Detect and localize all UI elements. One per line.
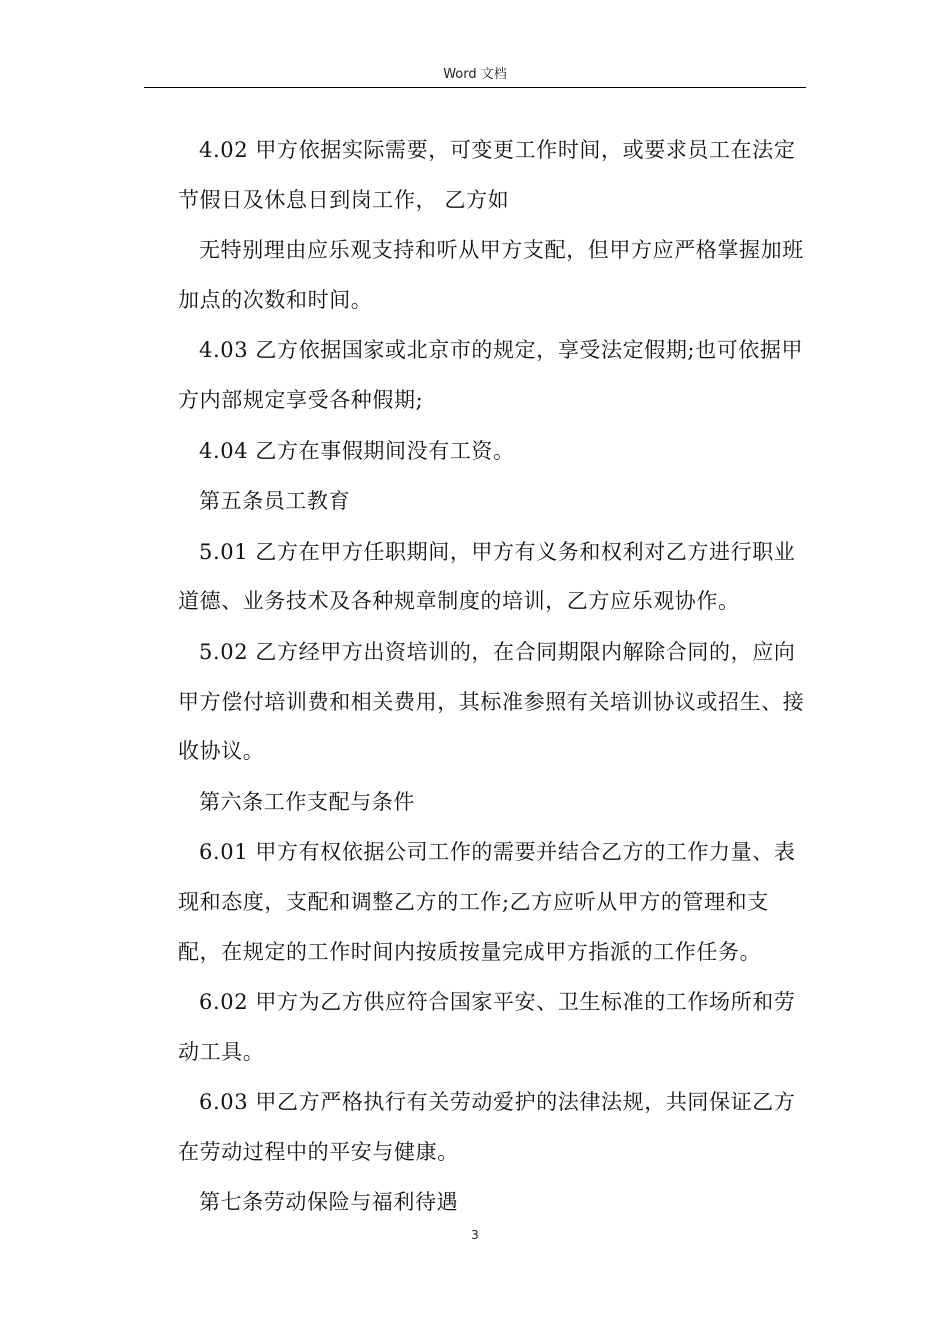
section-heading-6: 第六条工作支配与条件 bbox=[199, 789, 415, 814]
paragraph-4-02: 4.02 甲方依据实际需要，可变更工作时间，或要求员工在法定节假日及休息日到岗工作， 乙方如 bbox=[178, 138, 796, 212]
paragraph-4-04: 4.04 乙方在事假期间没有工资。 bbox=[199, 438, 515, 463]
header-divider bbox=[144, 87, 806, 88]
paragraph-5-02: 5.02 乙方经甲方出资培训的，在合同期限内解除合同的，应向甲方偿付培训费和相关费用，其标准参照有关培训协议或招生、接收协议。 bbox=[178, 639, 805, 764]
paragraph-6-02: 6.02 甲方为乙方供应符合国家平安、卫生标准的工作场所和劳动工具。 bbox=[178, 990, 796, 1064]
paragraph-4-03: 4.03 乙方依据国家或北京市的规定，享受法定假期;也可依据甲方内部规定享受各种假期; bbox=[178, 338, 804, 412]
paragraph-5-01: 5.01 乙方在甲方任职期间，甲方有义务和权利对乙方进行职业道德、业务技术及各种规章制度的培训，乙方应乐观协作。 bbox=[178, 539, 796, 614]
document-body bbox=[178, 126, 806, 1229]
section-heading-7: 第七条劳动保险与福利待遇 bbox=[199, 1190, 459, 1215]
page-header: Word 文档 bbox=[443, 67, 507, 82]
paragraph-6-03: 6.03 甲乙方严格执行有关劳动爱护的法律法规，共同保证乙方在劳动过程中的平安与健康。 bbox=[178, 1090, 796, 1164]
section-heading-5: 第五条员工教育 bbox=[199, 489, 351, 514]
paragraph-6-01: 6.01 甲方有权依据公司工作的需要并结合乙方的工作力量、表现和态度，支配和调整乙方的工作;乙方应听从甲方的管理和支配，在规定的工作时间内按质按量完成甲方指派的工作任务。 bbox=[178, 840, 796, 964]
page-number: 3 bbox=[471, 1228, 479, 1242]
paragraph-4-02-continued: 无特别理由应乐观支持和听从甲方支配，但甲方应严格掌握加班加点的次数和时间。 bbox=[178, 238, 804, 312]
